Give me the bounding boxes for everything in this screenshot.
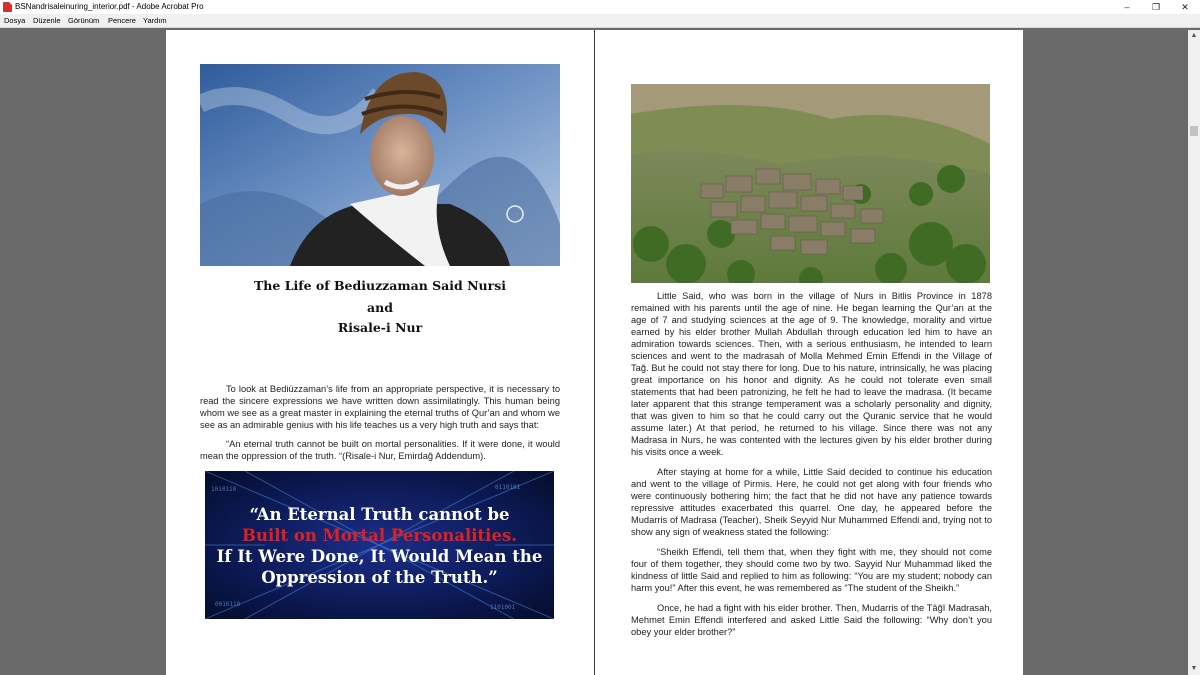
title-bar xyxy=(0,0,1200,14)
scroll-down-arrow-icon[interactable]: ▼ xyxy=(1190,665,1198,672)
biography-text xyxy=(631,290,992,638)
intro-paragraph: To look at Bediüzzaman’s life from an appropriate perspective, it is necessary to read the sincere expressions we have written down assimilatingly. This human being whom we see as a great master in explaining the eternal truths of Qur’an and whom we see as an admirable genius with his life teaches us a very high truth and says that: xyxy=(200,384,560,430)
book-title-line-2: and xyxy=(367,300,393,315)
book-title-line-3: Risale-i Nur xyxy=(337,320,423,335)
banner-line-4: Oppression of the Truth.” xyxy=(261,568,498,587)
biography-paragraph-3: “Sheikh Effendi, tell them that, when they fight with me, they should not come four of them together, they should come two by two. Sayyid Nur Muhammad liked the kindness of little Said and replied to him as following: “You are my student; nobody can harm you!” After this event, he was remembered as “The student of the Sheikh.” xyxy=(631,547,992,593)
biography-paragraph-4: Once, he had a fight with his elder brother. Then, Mudarris of the Tâğî Madrasah, Mehmet Emin Effendi interfered and asked Little Said the following: “Why don’t you obey your elder brother?” xyxy=(631,603,992,637)
svg-text:1010110: 1010110 xyxy=(211,486,237,493)
book-title-line-1: The Life of Bediuzzaman Said Nursi xyxy=(254,278,506,293)
pdf-page-left xyxy=(166,30,594,675)
vertical-scrollbar[interactable] xyxy=(1188,30,1200,675)
quote-banner-image xyxy=(205,471,554,619)
svg-text:0010110: 0010110 xyxy=(215,601,241,608)
restore-button[interactable]: ❐ xyxy=(1151,2,1161,12)
intro-text xyxy=(200,383,560,462)
menu-view[interactable]: Görünüm xyxy=(68,16,100,25)
portrait-image xyxy=(200,64,560,266)
banner-line-2: Built on Mortal Personalities. xyxy=(242,526,517,545)
menu-file[interactable]: Dosya xyxy=(4,16,26,25)
pdf-page-right xyxy=(595,30,1023,675)
banner-line-1: “An Eternal Truth cannot be xyxy=(249,505,510,524)
minimize-button[interactable]: – xyxy=(1124,2,1130,12)
svg-text:0110101: 0110101 xyxy=(495,484,521,491)
scroll-up-arrow-icon[interactable]: ▲ xyxy=(1190,32,1198,39)
pdf-app-icon xyxy=(3,2,12,12)
banner-line-3: If It Were Done, It Would Mean the xyxy=(216,547,543,566)
menu-edit[interactable]: Düzenle xyxy=(33,16,61,25)
menu-window[interactable]: Pencere xyxy=(108,16,136,25)
window-title: BSNandrisaleinuring_interior.pdf - Adobe Acrobat Pro xyxy=(15,2,204,11)
menu-help[interactable]: Yardım xyxy=(143,16,167,25)
menu-bar xyxy=(0,14,1200,28)
village-photo xyxy=(631,84,990,283)
svg-text:1101001: 1101001 xyxy=(490,604,516,611)
scroll-thumb[interactable] xyxy=(1190,126,1198,136)
quote-paragraph: “An eternal truth cannot be built on mortal personalities. If it were done, it would mean the oppression of the truth. “(Risale-i Nur, Emirdağ Addendum). xyxy=(200,439,560,461)
biography-paragraph-2: After staying at home for a while, Little Said decided to continue his education and went to the village of Pirmis. Here, he could not get along with four friends who were continuously bothering him; the fact that he did not have any patience towards repressive attitudes exacerbated this quarrel. One day, he appeared before the Mudarris of Madrasa (Teacher), Sheik Seyyid Nur Muhammed Effendi and, trying not to show any sign of weakness stated the following: xyxy=(631,467,992,537)
close-button[interactable]: ✕ xyxy=(1181,2,1189,12)
biography-paragraph-1: Little Said, who was born in the village of Nurs in Bitlis Province in 1878 remained with his parents until the age of nine. He began learning the Qur’an at the age of 7 and studying sciences at the age of 9. The knowledge, morality and virtue earned by his elder brother Mullah Abdullah through education led him to have an admiration towards sciences. Then, with a serious enthusiasm, he intended to learn sciences and went to the madrasah of Molla Mehmed Emin Effendi in the Village of Tağ. But he could not stay there for long. Due to his nature, intrinsically, he was placing great importance on his honor and dignity. As he could not tolerate even small statements that had been patronizing, he felt he had to leave the madrasa. (It became later apparent that this strange temperament was a scholarly personality and dignity, that was given to him so that he could carry out the Quranic service that he would assume later.) At that period, he returned to his village. Since there was not any Madrasa in Nurs, he was contented with the lectures given by his elder brother during his visits once a week. xyxy=(631,291,992,457)
